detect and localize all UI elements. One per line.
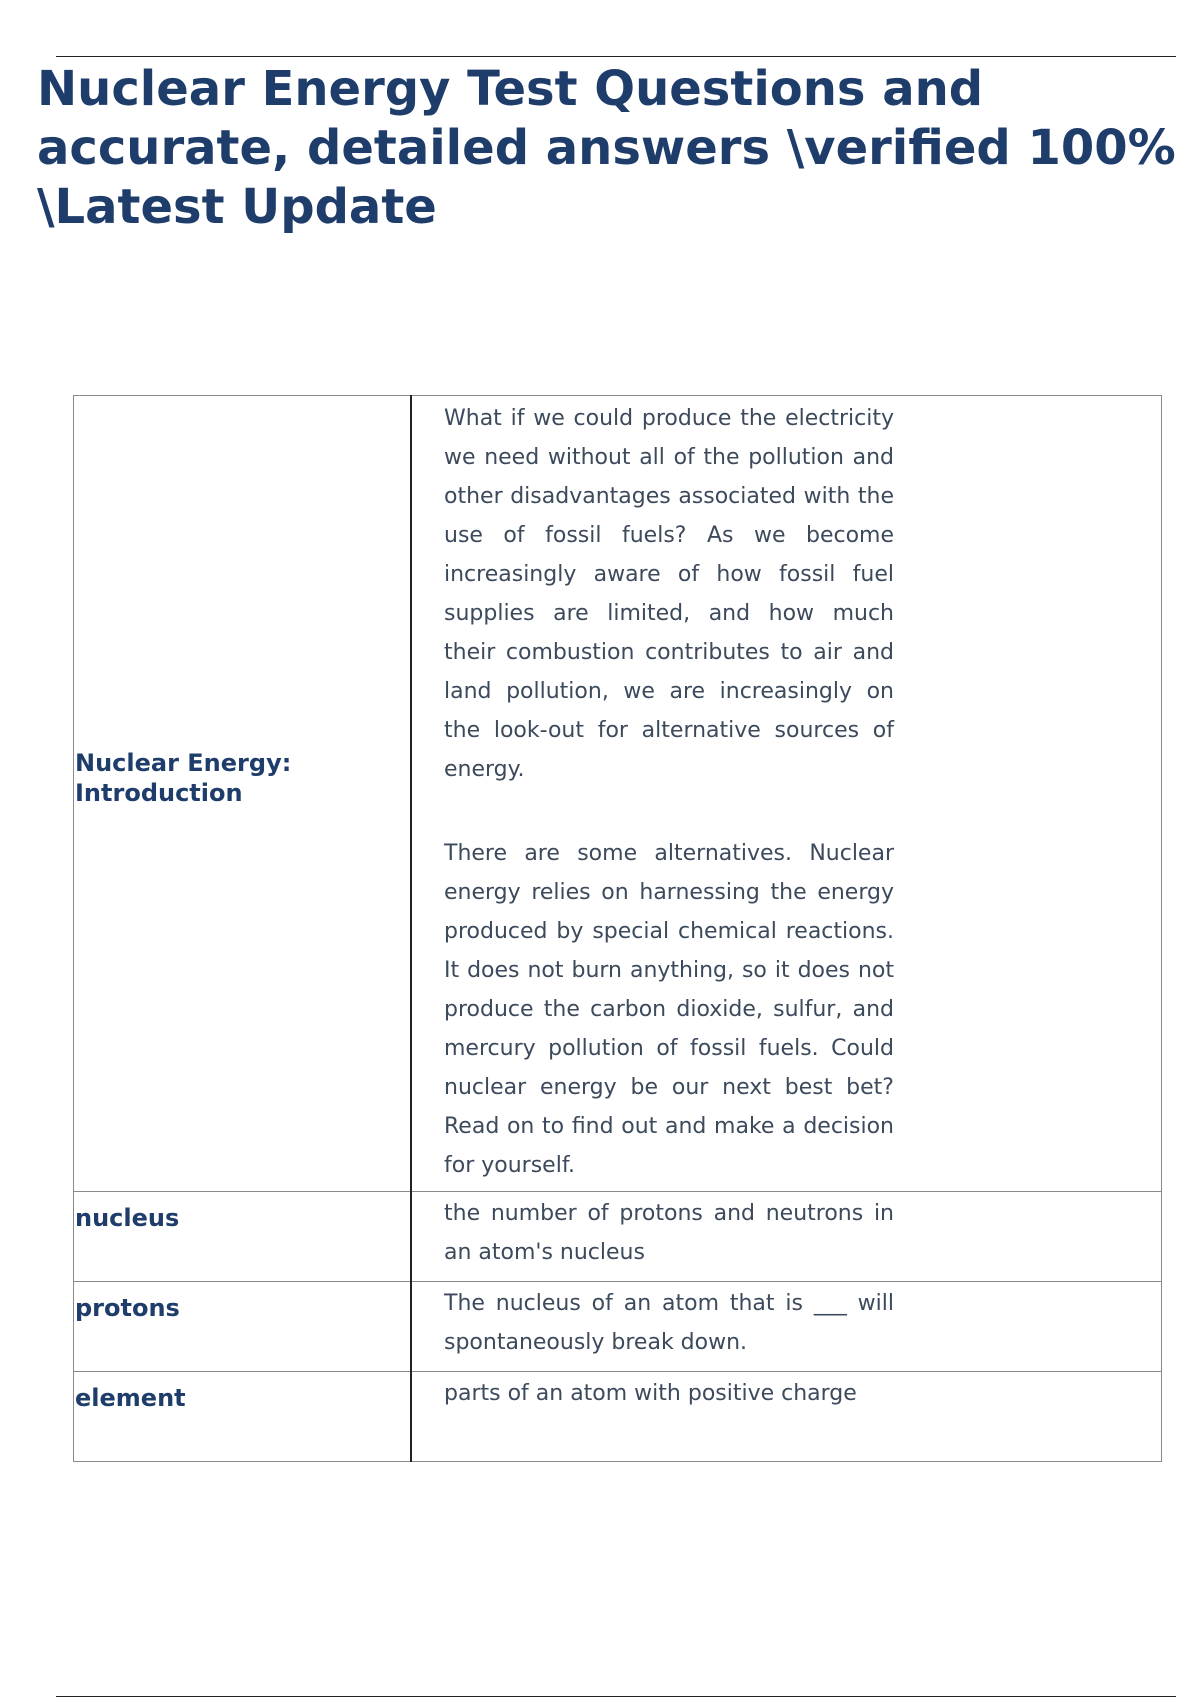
definition-text: The nucleus of an atom that is ___ will spontaneously break down. bbox=[444, 1291, 894, 1355]
term-cell bbox=[74, 1372, 412, 1462]
table-row bbox=[74, 1282, 1162, 1372]
definition-cell bbox=[411, 1372, 1162, 1462]
definition-cell bbox=[411, 1282, 1162, 1372]
definition-text: parts of an atom with positive charge bbox=[444, 1381, 857, 1406]
definition-cell bbox=[411, 1192, 1162, 1282]
bottom-rule bbox=[56, 1696, 1176, 1697]
qa-table bbox=[73, 395, 1162, 1462]
term-label: nucleus bbox=[75, 1204, 180, 1232]
definition-paragraph: What if we could produce the electricity we need without all of the pollution and other disadvantages associated with the use of fossil fuels? As we become increasingly aware of how fossil fuel supplies are limited, and how much their combustion contributes to air and land pollution, we are increasingly on the look-out for alternative sources of energy. bbox=[444, 406, 894, 782]
table-row bbox=[74, 1192, 1162, 1282]
top-rule bbox=[56, 56, 1176, 57]
definition-paragraph: There are some alternatives. Nuclear energy relies on harnessing the energy produced by special chemical reactions. It does not burn anything, so it does not produce the carbon dioxide, sulfur, and mercury pollution of fossil fuels. Could nuclear energy be our next best bet? Read on to find out and make a decision for yourself. bbox=[444, 841, 894, 1178]
definition-text bbox=[444, 396, 894, 1191]
definition-cell bbox=[411, 396, 1162, 1192]
term-label: element bbox=[75, 1384, 186, 1412]
term-cell bbox=[74, 1192, 412, 1282]
term-cell bbox=[74, 396, 412, 1192]
term-cell bbox=[74, 1282, 412, 1372]
term-label: Nuclear Energy: Introduction bbox=[75, 748, 292, 807]
document-title: Nuclear Energy Test Questions and accurate, detailed answers \verified 100% \Latest Update bbox=[37, 61, 1176, 235]
table-row bbox=[74, 1372, 1162, 1462]
term-label: protons bbox=[75, 1294, 180, 1322]
table-row bbox=[74, 396, 1162, 1192]
definition-text: the number of protons and neutrons in an atom's nucleus bbox=[444, 1201, 894, 1265]
